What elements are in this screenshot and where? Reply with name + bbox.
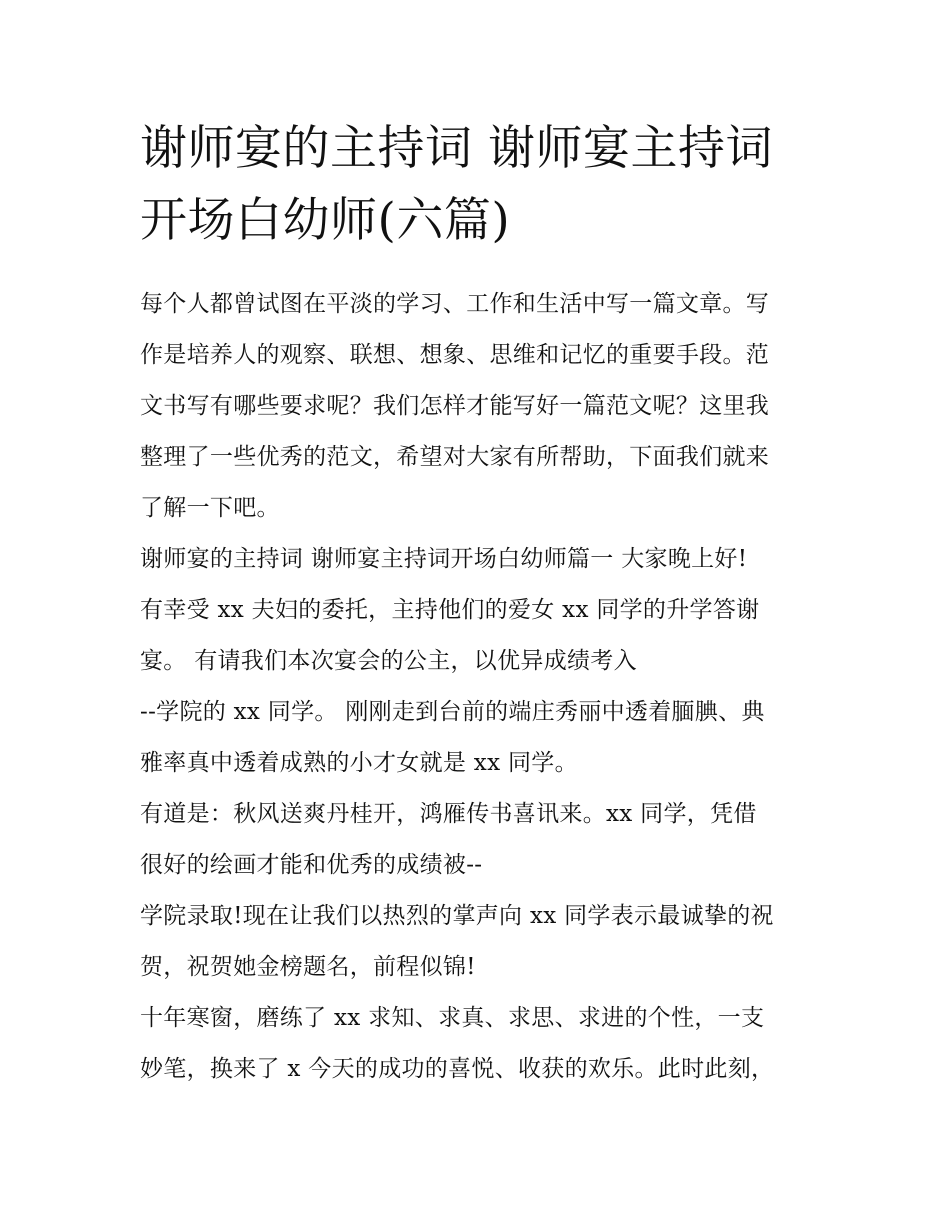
body-line: 有道是：秋风送爽丹桂开，鸿雁传书喜讯来。xx 同学，凭借 <box>140 801 757 827</box>
body-line: 文书写有哪些要求呢？我们怎样才能写好一篇范文呢？这里我 <box>140 393 770 419</box>
document-body <box>140 279 830 1095</box>
body-line: 宴。 有请我们本次宴会的公主，以优异成绩考入 <box>140 648 637 674</box>
document-title <box>140 113 830 257</box>
body-line: 谢师宴的主持词 谢师宴主持词开场白幼师篇一 大家晚上好! <box>140 546 748 572</box>
body-line: 有幸受 xx 夫妇的委托，主持他们的爱女 xx 同学的升学答谢 <box>140 597 760 623</box>
body-line: 十年寒窗，磨练了 xx 求知、求真、求思、求进的个性，一支 <box>140 1005 765 1031</box>
body-line: 每个人都曾试图在平淡的学习、工作和生活中写一篇文章。写 <box>140 291 770 317</box>
body-line: 作是培养人的观察、联想、想象、思维和记忆的重要手段。范 <box>140 342 770 368</box>
body-line: 雅率真中透着成熟的小才女就是 xx 同学。 <box>140 750 578 776</box>
body-line: 学院录取!现在让我们以热烈的掌声向 xx 同学表示最诚挚的祝 <box>140 903 774 929</box>
body-line: 贺，祝贺她金榜题名，前程似锦! <box>140 954 476 980</box>
body-line: 很好的绘画才能和优秀的成绩被-- <box>140 852 483 878</box>
title-line: 谢师宴的主持词 谢师宴主持词 <box>140 121 773 176</box>
title-line: 开场白幼师(六篇) <box>140 193 511 248</box>
body-line: 妙笔，换来了 x 今天的成功的喜悦、收获的欢乐。此时此刻， <box>140 1056 775 1082</box>
body-line: 整理了一些优秀的范文，希望对大家有所帮助，下面我们就来 <box>140 444 770 470</box>
body-line: 了解一下吧。 <box>140 495 280 521</box>
body-line: --学院的 xx 同学。 刚刚走到台前的端庄秀丽中透着腼腆、典 <box>140 699 765 725</box>
